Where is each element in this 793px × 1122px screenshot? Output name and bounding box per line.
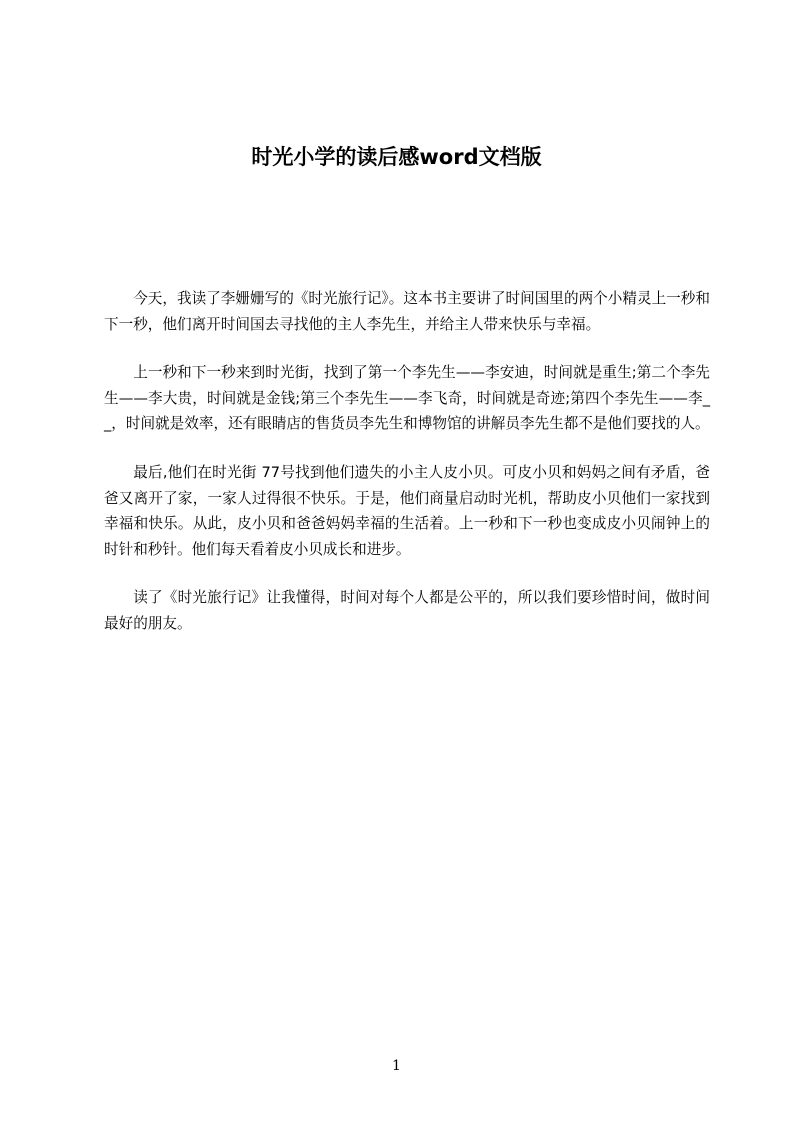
page-number: 1 <box>392 1058 401 1074</box>
paragraph-2: 上一秒和下一秒来到时光街，找到了第一个李先生——李安迪，时间就是重生;第二个李先生——李大贵，时间就是金钱;第三个李先生——李飞奇，时间就是奇迹;第四个李先生——李__，时间就是效率，还有眼睛店的售货员李先生和博物馆的讲解员李先生都不是他们要找的人。 <box>104 364 710 433</box>
paragraph-4: 读了《时光旅行记》让我懂得，时间对每个人都是公平的，所以我们要珍惜时间，做时间最好的朋友。 <box>104 589 710 632</box>
document-body <box>104 286 710 660</box>
page-title: 时光小学的读后感word文档版 <box>251 145 542 169</box>
paragraph-1: 今天，我读了李姗姗写的《时光旅行记》。这本书主要讲了时间国里的两个小精灵上一秒和下一秒，他们离开时间国去寻找他的主人李先生，并给主人带来快乐与幸福。 <box>104 290 710 333</box>
paragraph-3: 最后,他们在时光街 77号找到他们遗失的小主人皮小贝。可皮小贝和妈妈之间有矛盾，爸爸又离开了家，一家人过得很不快乐。于是，他们商量启动时光机，帮助皮小贝他们一家找到幸福和快乐。从此，皮小贝和爸爸妈妈幸福的生活着。上一秒和下一秒也变成皮小贝闹钟上的时针和秒针。他们每天看着皮小贝成长和进步。 <box>104 463 710 558</box>
